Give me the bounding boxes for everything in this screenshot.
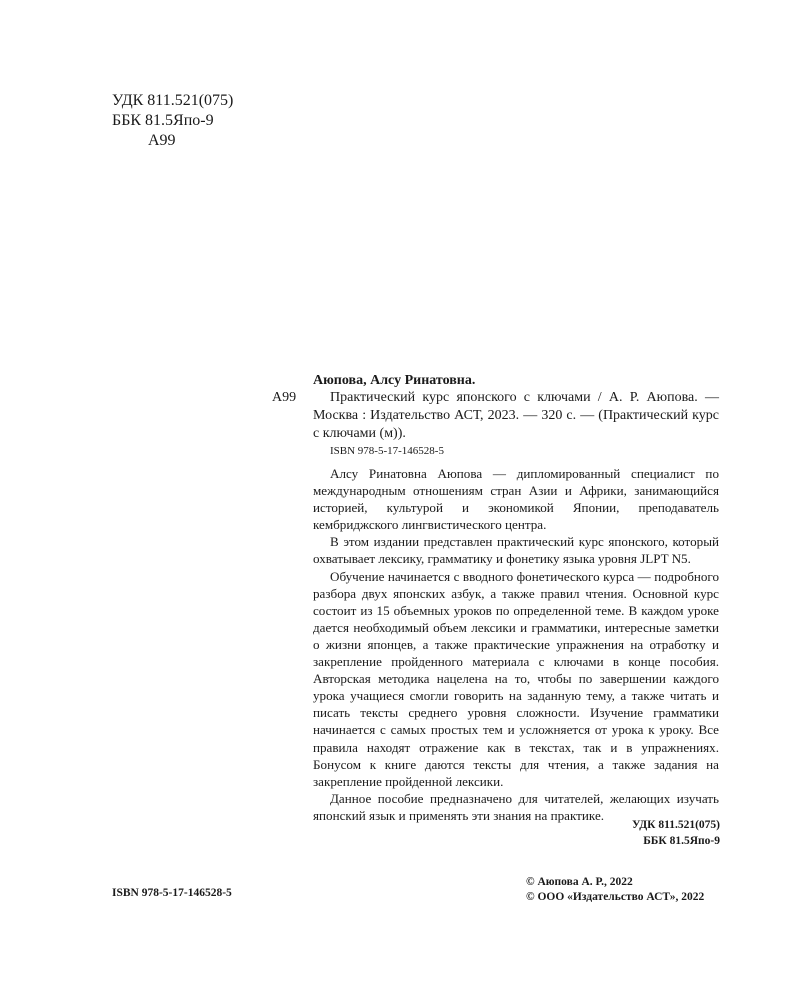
bbk-code-bottom: ББК 81.5Япо-9 [643,835,720,847]
bbk-code: ББК 81.5Япо-9 [112,112,214,129]
annotation-paragraph: В этом издании представлен практический курс японского, который охватывает лексику, грамматику и фонетику языка уровня JLPT N5. [313,534,719,567]
copyright-block [526,875,704,905]
entry-isbn: ISBN 978-5-17-146528-5 [330,445,444,457]
bottom-classification-codes [560,817,720,849]
annotation-paragraph: Данное пособие предназначено для читателей, желающих изучать японский язык и применять эти знания на практике. [313,790,719,823]
udk-code-bottom: УДК 811.521(075) [631,819,720,831]
udk-code: УДК 811.521(075) [112,92,234,109]
entry-author-mark: А99 [272,390,297,405]
copyright-author: © Аюпова А. Р., 2022 [526,876,633,888]
entry-description: Практический курс японского с ключами / А. Р. Аюпова. — Москва : Издательство АСТ, 2023. — 320 с. — (Практический курс с ключами (м)). [313,390,719,441]
annotation [313,465,719,824]
annotation-paragraph: Алсу Ринатовна Аюпова — дипломированный специалист по международным отношениям стран Азии и Африки, занимающийся историей, культурой и экономикой Японии, преподаватель кембриджского лингвистического центра. [313,466,719,533]
top-classification-codes [112,91,233,151]
isbn-bottom: ISBN 978-5-17-146528-5 [112,887,232,899]
entry-author: Аюпова, Алсу Ринатовна. [313,373,476,388]
annotation-paragraph: Обучение начинается с вводного фонетического курса — подробного разбора двух японских азбук, а также правил чтения. Основной курс состоит из 15 объемных уроков по определенной теме. В каждом уроке дается необходимый объем лексики и грамматики, интересные заметки о жизни японцев, а также практические упражнения на отработку и закрепление пройденного материала с ключами в конце пособия. Авторская методика нацелена на то, чтобы по завершении каждого урока учащиеся смогли говорить на заданную тему, а также читать и писать тексты среднего уровня сложности. Изучение грамматики начинается с самых простых тем и усложняется от урока к уроку. Все правила находят отражение как в текстах, так и в упражнениях. Бонусом к книге даются тексты для чтения, а также задания на закрепление пройденной лексики. [313,568,719,789]
author-mark: А99 [148,132,176,149]
copyright-publisher: © ООО «Издательство АСТ», 2022 [526,891,705,903]
